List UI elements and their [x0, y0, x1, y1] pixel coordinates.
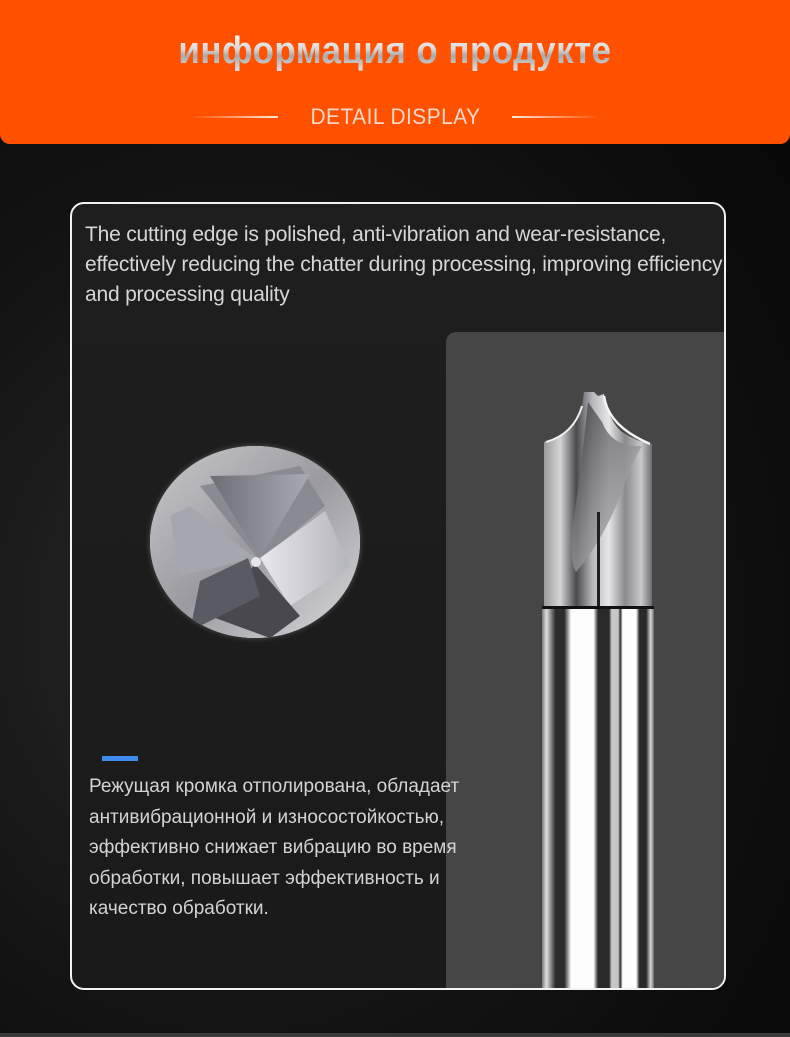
subtitle-label: DETAIL DISPLAY	[309, 104, 481, 129]
detail-card	[70, 202, 726, 990]
accent-bar	[102, 756, 138, 761]
divider-right	[512, 116, 600, 118]
cutting-edge-closeup-image	[150, 446, 360, 638]
divider-left	[190, 116, 278, 118]
description-english: The cutting edge is polished, anti-vibration and wear-resistance, effectively reducing the chatter during processing, improving efficiency and processing quality	[85, 223, 723, 306]
product-image-panel	[446, 332, 726, 990]
end-mill-product-image	[542, 392, 654, 990]
bottom-edge	[0, 1033, 790, 1037]
header-banner	[0, 0, 790, 144]
section-subtitle	[0, 104, 790, 130]
page-title: информация о продукте	[32, 30, 759, 73]
description-russian: Режущая кромка отполирована, обладает антивибрационной и износостойкостью, эффективно снижает вибрацию во время обработки, повышает эффективность и качество обработки.	[89, 776, 460, 919]
